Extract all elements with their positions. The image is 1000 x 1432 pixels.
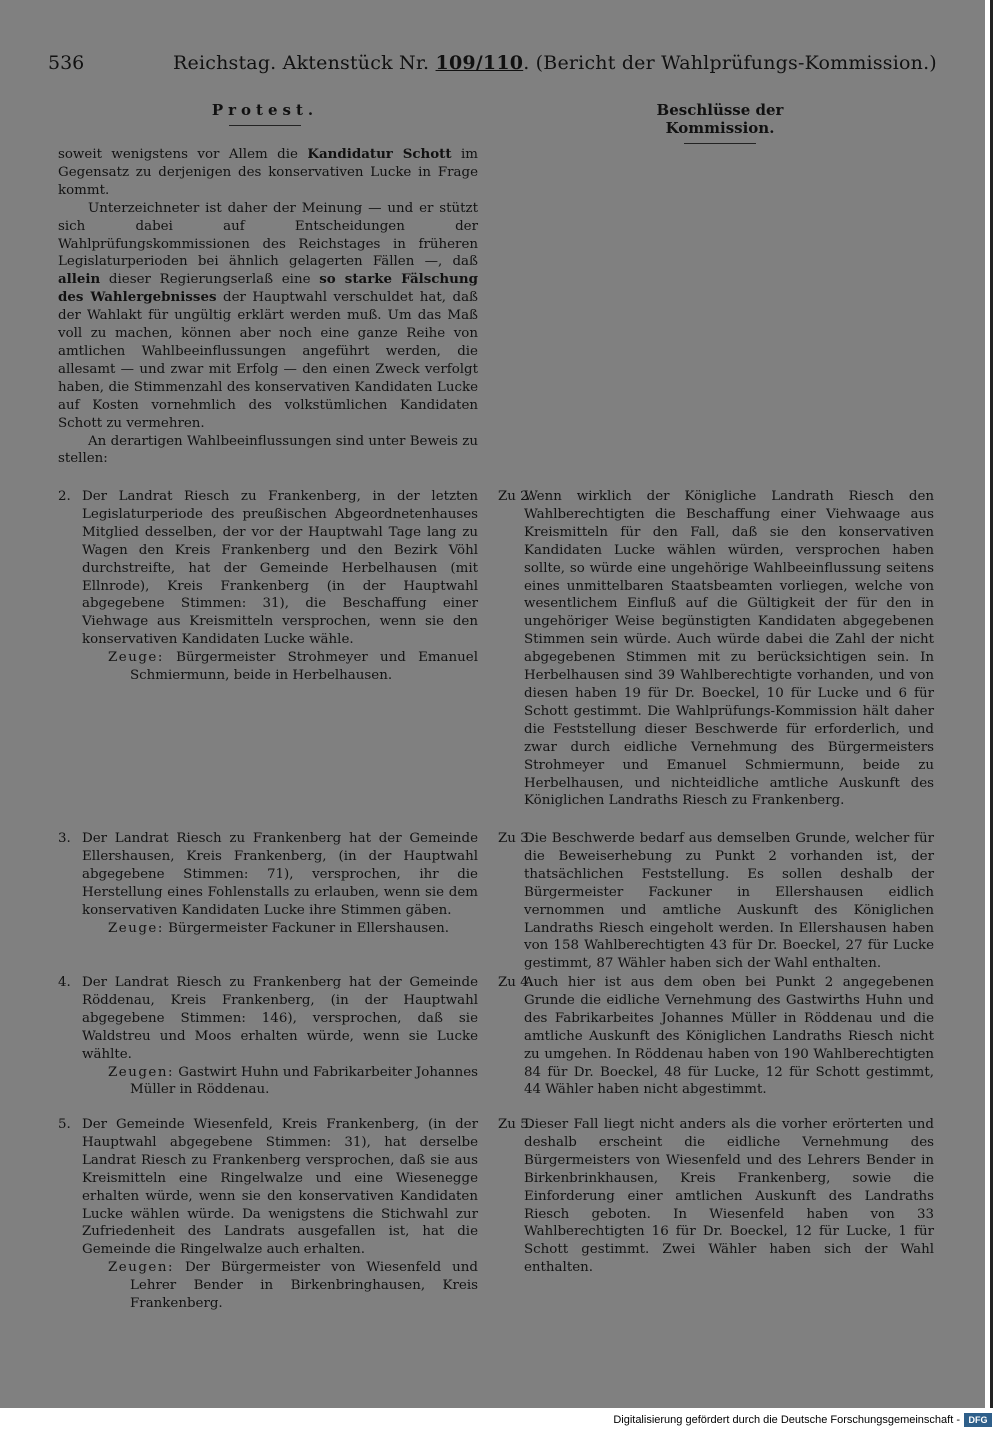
title-rule (684, 143, 756, 144)
left-column-title (200, 101, 330, 126)
paragraph (58, 200, 478, 433)
running-header (48, 52, 978, 82)
text: der Hauptwahl verschuldet hat, daß der Wahlakt für ungültig erklärt werden muß. Um das Maß voll zu machen, können aber noch eine ganze Reihe von amtlichen Wahlbeeinflussungen angeführt werden, die allesamt — und zwar mit Erfolg — den einen Zweck verfolgt haben, die Stimmenzahl des konservativen Kandidaten Lucke auf Kosten vornehmlich des volkstümlichen Kandidaten Schott zu vermehren. (58, 290, 479, 431)
emphasis: Kandidatur Schott (307, 146, 452, 162)
title-rule (229, 125, 301, 126)
witness-line (58, 649, 478, 685)
dfg-logo[interactable]: DFG (964, 1413, 992, 1427)
footer-bar (0, 1410, 1000, 1432)
page-edge-line (990, 0, 993, 1408)
running-title-post: . (Bericht der Wahlprüfungs-Kommission.) (523, 52, 937, 74)
item-text: Der Landrat Riesch zu Frankenberg hat der Gemeinde Röddenau, Kreis Frankenberg, (in der Hauptwahl abgegebene Stimmen: 146), versprochen, daß sie Waldstreu und Moos erhalten würde, wenn sie Lucke wählte. (82, 975, 478, 1062)
list-item (498, 830, 934, 973)
item-text: Wenn wirklich der Königliche Landrath Riesch den Wahlberechtigten die Beschaffung einer Viehwaage aus Kreismitteln für den Fall, daß sie den konservativen Kandidaten Lucke wählen würden, versprochen haben sollte, so würde eine ungehörige Wahlbeeinflussung seitens eines unmittelbaren Staatsbeamten vorliegen, welche von wesentlichem Einfluß auf die Gültigkeit der für den in ungehöriger Weise begünstigten Kandidaten abgegebenen Stimmen sein würde. Auch würde dabei die Zahl der nicht abgegebenen Stimmen mit zu berücksichtigen sein. In Herbelhausen sind 39 Wahlberechtigte vorhanden, und von diesen haben 19 für Dr. Boeckel, 10 für Lucke und 6 für Schott gestimmt. Die Wahlprüfungs-Kommission hält daher die Feststellung dieser Beschwerde für erforderlich, und zwar durch eidliche Vernehmung des Bürgermeisters Strohmeyer und Emanuel Schmiermunn, beide zu Herbelhausen, und nichteidliche amtliche Auskunft des Königlichen Landraths Riesch zu Frankenberg. (524, 489, 934, 809)
witness-text: Der Bürgermeister von Wiesenfeld und Lehrer Bender in Birkenbringhausen, Kreis Frankenberg. (130, 1260, 478, 1312)
protest-item-2 (58, 488, 478, 685)
decision-zu-3 (498, 830, 934, 973)
emphasis: allein (58, 271, 101, 288)
list-item (58, 974, 478, 1064)
protest-item-3 (58, 830, 478, 937)
decision-zu-4 (498, 974, 934, 1099)
witness-text: Bürgermeister Fackuner in Ellershausen. (163, 920, 450, 936)
witness-line (58, 1064, 478, 1100)
protest-item-4 (58, 974, 478, 1099)
running-title (173, 52, 937, 74)
item-number: Zu 5. (498, 1117, 533, 1132)
witness-label: Zeugen: (108, 1260, 174, 1276)
item-number: Zu 4. (498, 975, 533, 990)
running-title-pre: Reichstag. Aktenstück Nr. (173, 52, 436, 74)
decision-zu-5 (498, 1116, 934, 1277)
text: im Gegensatz zu derjenigen des konservativen Lucke in Frage kommt. (58, 147, 478, 198)
list-item (58, 488, 478, 649)
item-text: Der Landrat Riesch zu Frankenberg, in der letzten Legislaturperiode des preußischen Abgeordnetenhauses Mitglied desselben, der vor der Hauptwahl Tage lang zu Wagen den Kreis Frankenberg und den Bezirk Vöhl durchstreifte, hat der Gemeinde Herbelhausen (mit Ellnrode), Kreis Frankenberg (in der Hauptwahl abgegebene Stimmen: 31), die Beschaffung einer Viehwage aus Kreismitteln versprochen, wenn sie den konservativen Kandidaten Lucke wähle. (82, 489, 478, 648)
protest-heading: Protest. (211, 101, 319, 119)
paragraph (58, 146, 478, 200)
item-text: Der Gemeinde Wiesenfeld, Kreis Frankenberg, (in der Hauptwahl abgegebene Stimmen: 31), hat derselbe Landrat Riesch zu Frankenberg versprochen, daß sie aus Kreismitteln eine Ringelwalze und eine Wiesenegge erhalten würde, wenn sie den konservativen Kandidaten Lucke wählen würde. Da wenigstens die Stichwahl zur Zufriedenheit des Landrats ausgefallen ist, hat die Gemeinde die Ringelwalze auch erhalten. (82, 1117, 478, 1258)
item-number: 2. (58, 489, 71, 504)
page-number: 536 (48, 52, 85, 74)
item-text: Auch hier ist aus dem oben bei Punkt 2 angegebenen Grunde die eidliche Vernehmung des Gastwirths Huhn und des Fabrikarbeites Johannes Müller in Röddenau und die amtliche Auskunft des Königlichen Landraths Riesch nicht zu umgehen. In Röddenau haben von 190 Wahlberechtigten 84 für Dr. Boeckel, 48 für Lucke, 12 für Schott gestimmt, 44 Wähler haben nicht abgestimmt. (524, 975, 934, 1098)
item-number: 5. (58, 1117, 71, 1132)
item-text: Der Landrat Riesch zu Frankenberg hat der Gemeinde Ellershausen, Kreis Frankenberg, (in der Hauptwahl abgegebene Stimmen: 71), versprochen, ihr die Herstellung eines Fohlenstalls zu erlauben, wenn sie dem konservativen Kandidaten Lucke ihre Stimmen gäben. (82, 831, 478, 918)
list-item (58, 830, 478, 920)
document-number-link[interactable]: 109/110 (435, 52, 524, 74)
protest-item-5 (58, 1116, 478, 1313)
item-number: Zu 2. (498, 489, 533, 504)
protest-intro (58, 146, 478, 468)
emphasis: so starke Fälschung des Wahlergebnisses (58, 271, 478, 306)
item-number: Zu 3. (498, 831, 533, 846)
witness-text: Bürgermeister Strohmeyer und Emanuel Schmiermunn, beide in Herbelhausen. (130, 650, 478, 684)
item-text: Die Beschwerde bedarf aus demselben Grunde, welcher für die Beweiserhebung zu Punkt 2 vorhanden ist, der thatsächlichen Feststellung. Es sollen deshalb der Bürgermeister Fackuner in Ellershausen eidlich vernommen und amtliche Auskunft des Königlichen Landraths Riesch eingeholt werden. In Ellershausen haben von 158 Wahlberechtigten 43 für Dr. Boeckel, 27 für Lucke gestimmt, 87 Wähler haben sich der Wahl enthalten. (524, 831, 934, 972)
list-item (58, 1116, 478, 1259)
witness-text: Gastwirt Huhn und Fabrikarbeiter Johannes Müller in Röddenau. (130, 1064, 478, 1098)
footer-credit: Digitalisierung gefördert durch die Deutsche Forschungsgemeinschaft - (613, 1414, 960, 1426)
paragraph: An derartigen Wahlbeeinflussungen sind unter Beweis zu stellen: (58, 433, 478, 467)
witness-label: Zeuge: (108, 650, 164, 666)
text: dieser Regierungserlaß eine (100, 272, 320, 288)
list-item (498, 974, 934, 1099)
item-number: 4. (58, 975, 71, 990)
decisions-heading: Beschlüsse der Kommission. (656, 101, 784, 137)
witness-line (58, 1259, 478, 1313)
item-text: Dieser Fall liegt nicht anders als die vorher erörterten und deshalb erscheint die eidliche Vernehmung des Bürgermeisters von Wiesenfeld und des Lehrers Bender in Birkenbrinkhausen, Kreis Frankenberg, sowie die Einforderung einer amtlichen Auskunft des Landraths Riesch geboten. In Wiesenfeld haben von 33 Wahlberechtigten 16 für Dr. Boeckel, 12 für Lucke, 1 für Schott gestimmt. Zwei Wähler haben sich der Wahl enthalten. (524, 1117, 934, 1276)
witness-label: Zeuge: (108, 920, 164, 936)
text: soweit wenigstens vor Allem die (58, 147, 308, 162)
witness-line (58, 920, 478, 938)
list-item (498, 488, 934, 810)
right-column-title (600, 101, 840, 144)
text: Unterzeichneter ist daher der Meinung — und er stützt sich dabei auf Entscheidungen der Wahlprüfungskommissionen des Reichstages in früheren Legislaturperioden bei ähnlich gelagerten Fällen —, daß (58, 200, 478, 270)
witness-label: Zeugen: (108, 1064, 174, 1080)
item-number: 3. (58, 831, 71, 846)
decision-zu-2 (498, 488, 934, 810)
list-item (498, 1116, 934, 1277)
